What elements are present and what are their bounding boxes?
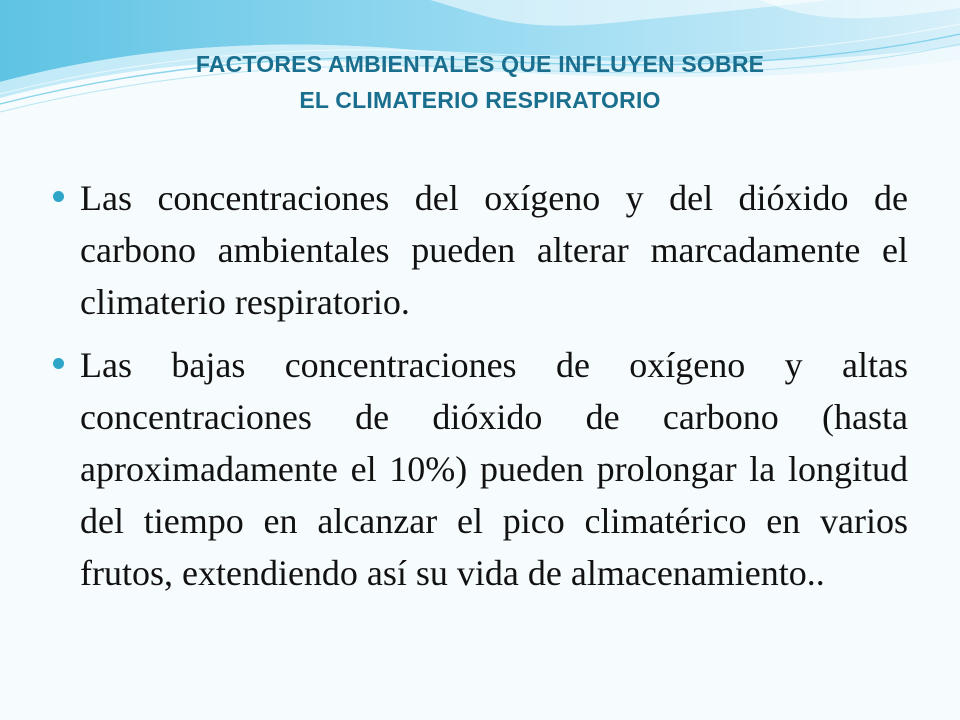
bullet-dot-icon [53,358,64,369]
title-line-2: EL CLIMATERIO RESPIRATORIO [299,87,661,113]
bullet-item [50,339,908,599]
bullet-text: Las bajas concentraciones de oxígeno y altas concentraciones de dióxido de carbono (hasta aproximadamente el 10%) pueden prolongar la longitud del tiempo en alcanzar el pico climatérico en varios frutos, extendiendo así su vida de almacenamiento.. [80,345,908,593]
bullet-dot-icon [53,191,64,202]
title-line-1: FACTORES AMBIENTALES QUE INFLUYEN SOBRE [195,51,765,77]
bullet-item [50,172,908,328]
bullet-list [50,172,908,610]
slide-title [60,46,900,118]
bullet-text: Las concentraciones del oxígeno y del dióxido de carbono ambientales pueden alterar marcadamente el climaterio respiratorio. [80,178,908,322]
